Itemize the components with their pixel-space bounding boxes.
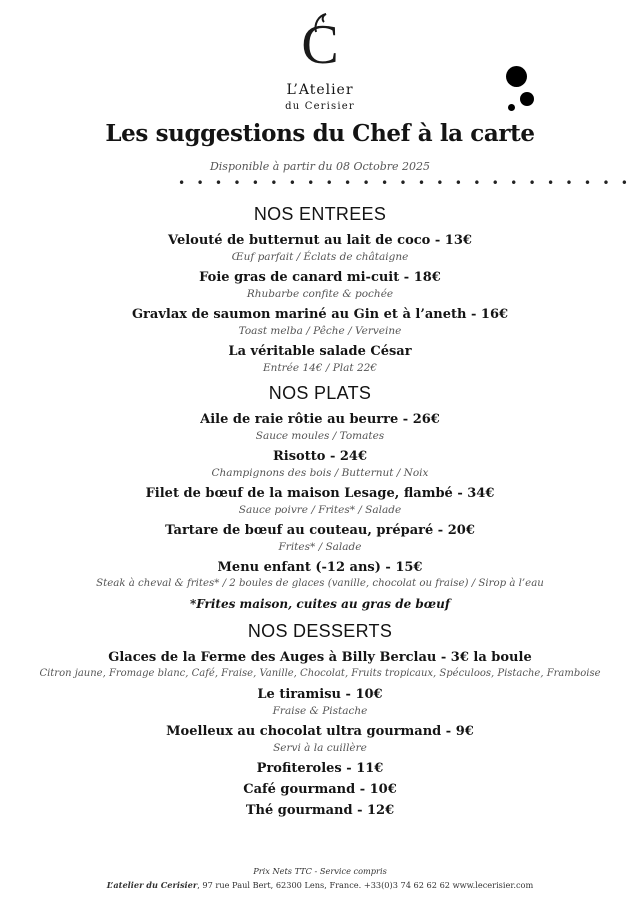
menu-item-desc: Champignons des bois / Butternut / Noix — [211, 467, 429, 479]
menu-item-desc: Entrée 14€ / Plat 22€ — [263, 362, 377, 374]
menu-item-desc: Steak à cheval & frites* / 2 boules de glaces (vanille, chocolat ou fraise) / Sirop à l’eau — [96, 578, 544, 589]
menu-item-desc: Toast melba / Pêche / Verveine — [238, 325, 402, 337]
footer — [0, 864, 640, 892]
menu-item: Aile de raie rôtie au beurre - 26€ — [200, 412, 440, 427]
menu — [0, 200, 640, 820]
dot-small — [508, 104, 515, 111]
menu-item-desc: Fraise & Pistache — [272, 705, 368, 717]
dot-medium — [520, 92, 534, 106]
menu-item: Filet de bœuf de la maison Lesage, flambé - 34€ — [145, 486, 495, 501]
menu-item: Moelleux au chocolat ultra gourmand - 9€ — [166, 724, 474, 739]
menu-item: Le tiramisu - 10€ — [257, 687, 383, 702]
menu-item: Thé gourmand - 12€ — [245, 803, 395, 818]
cherry-stem-icon — [312, 12, 330, 34]
logo-monogram: C — [301, 14, 339, 76]
section-title-entrees: NOS ENTREES — [253, 204, 387, 224]
dotted-divider: • • • • • • • • • • • • • • • • • • • • • • • • • — [178, 176, 631, 190]
menu-item: Tartare de bœuf au couteau, préparé - 20€ — [165, 523, 475, 538]
footer-contact — [0, 878, 640, 892]
dot-large — [506, 66, 527, 87]
footer-brand: L’atelier du Cerisier — [106, 880, 198, 890]
menu-item: Menu enfant (-12 ans) - 15€ — [217, 560, 423, 575]
menu-item: Glaces de la Ferme des Auges à Billy Berclau - 3€ la boule — [108, 650, 532, 665]
menu-item: Foie gras de canard mi-cuit - 18€ — [199, 270, 441, 285]
menu-item-desc: Citron jaune, Fromage blanc, Café, Fraise, Vanille, Chocolat, Fruits tropicaux, Spéculoos, Pistache, Framboise — [39, 668, 601, 679]
menu-item-desc: Sauce poivre / Frites* / Salade — [238, 504, 402, 516]
menu-item: Velouté de butternut au lait de coco - 13€ — [168, 233, 472, 248]
menu-item: Risotto - 24€ — [273, 449, 367, 464]
decorative-dots — [504, 64, 538, 114]
menu-item-desc: Rhubarbe confite & pochée — [246, 288, 394, 300]
availability-date: Disponible à partir du 08 Octobre 2025 — [209, 160, 431, 173]
menu-item-desc: Servi à la cuillère — [273, 742, 367, 754]
section-title-plats: NOS PLATS — [268, 383, 372, 403]
section-title-desserts: NOS DESSERTS — [247, 621, 393, 641]
logo — [0, 14, 640, 112]
page-title: Les suggestions du Chef à la carte — [105, 120, 535, 147]
menu-item-desc: Œuf parfait / Éclats de châtaigne — [231, 251, 409, 263]
brand-subtitle: du Cerisier — [285, 101, 355, 112]
brand-name: L’Atelier — [286, 82, 354, 98]
footer-address: , 97 rue Paul Bert, 62300 Lens, France. +33(0)3 74 62 62 62 www.lecerisier.com — [197, 880, 534, 890]
menu-item: La véritable salade César — [228, 344, 412, 359]
fries-note: *Frites maison, cuites au gras de bœuf — [189, 597, 451, 611]
menu-item-desc: Sauce moules / Tomates — [255, 430, 385, 442]
menu-item: Gravlax de saumon mariné au Gin et à l’aneth - 16€ — [131, 307, 509, 322]
menu-item-desc: Frites* / Salade — [278, 541, 362, 553]
menu-item: Café gourmand - 10€ — [243, 782, 397, 797]
menu-item: Profiteroles - 11€ — [256, 761, 384, 776]
footer-prices-note: Prix Nets TTC - Service compris — [253, 866, 387, 876]
